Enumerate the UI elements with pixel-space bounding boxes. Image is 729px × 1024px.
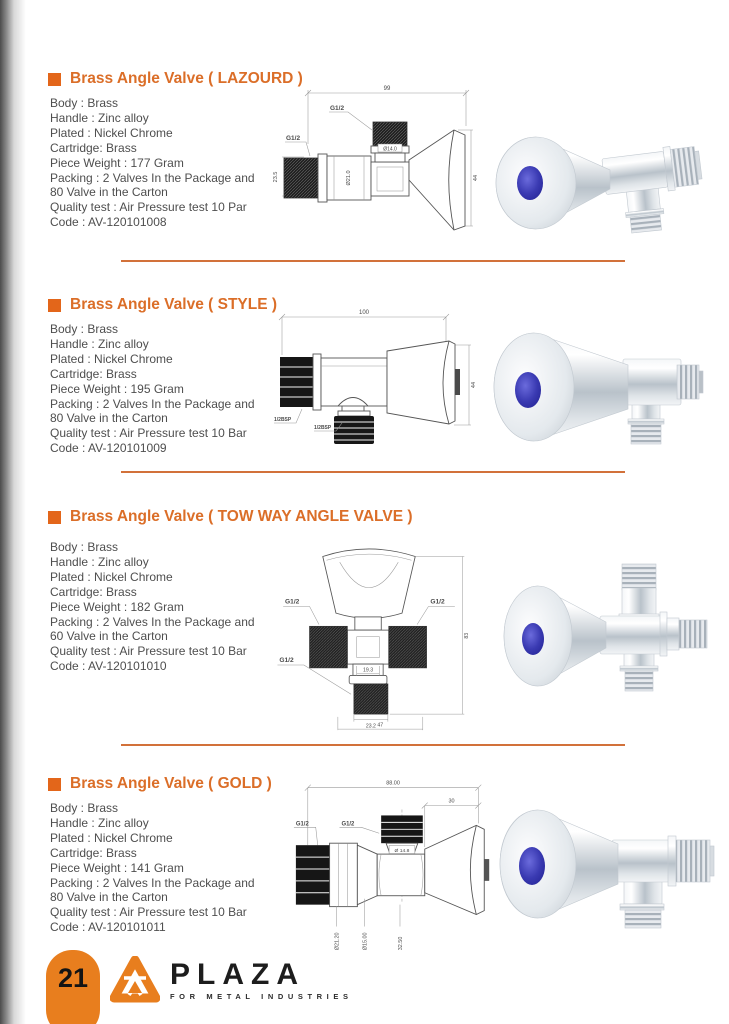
spec-line: Cartridge: Brass bbox=[50, 140, 137, 155]
svg-text:G1/2: G1/2 bbox=[279, 657, 294, 665]
spec-line: 80 Valve in the Carton bbox=[50, 890, 168, 905]
svg-text:G1/2: G1/2 bbox=[285, 598, 300, 606]
svg-text:23.2: 23.2 bbox=[365, 723, 376, 730]
spec-line: Piece Weight : 195 Gram bbox=[50, 381, 184, 396]
svg-text:44: 44 bbox=[473, 174, 479, 182]
page-number-badge bbox=[46, 950, 100, 1024]
spec-line: Cartridge: Brass bbox=[50, 845, 137, 860]
technical-drawing-lazourd bbox=[268, 80, 480, 233]
svg-text:88.00: 88.00 bbox=[386, 780, 400, 787]
spec-line: Handle : Zinc alloy bbox=[50, 554, 149, 569]
svg-text:Ø14.0: Ø14.0 bbox=[383, 146, 397, 153]
svg-text:G1/2: G1/2 bbox=[341, 821, 355, 828]
page-number: 21 bbox=[57, 963, 89, 993]
brand-tagline: FOR METAL INDUSTRIES bbox=[170, 991, 353, 1001]
spec-line: Code : AV-120101009 bbox=[50, 441, 167, 456]
spec-line: Quality test : Air Pressure test 10 Bar bbox=[50, 426, 247, 441]
section-divider bbox=[121, 471, 625, 473]
svg-text:G1/2: G1/2 bbox=[286, 135, 301, 142]
product-photo-lazourd bbox=[480, 88, 705, 234]
technical-drawing-gold bbox=[284, 775, 512, 955]
svg-text:19.3: 19.3 bbox=[363, 667, 374, 674]
spec-line: Packing : 2 Valves In the Package and bbox=[50, 396, 255, 411]
spec-line: Handle : Zinc alloy bbox=[50, 336, 149, 351]
svg-text:99: 99 bbox=[383, 86, 391, 92]
spec-list bbox=[50, 540, 255, 674]
spec-list bbox=[50, 801, 255, 935]
svg-text:44: 44 bbox=[471, 381, 477, 389]
svg-text:Ø 14.8: Ø 14.8 bbox=[394, 849, 410, 855]
spec-line: Quality test : Air Pressure test 10 Par bbox=[50, 200, 247, 215]
section-divider bbox=[121, 744, 625, 746]
spec-line: Handle : Zinc alloy bbox=[50, 815, 149, 830]
technical-drawing-tow-way bbox=[258, 532, 480, 732]
spec-line: Packing : 2 Valves In the Package and bbox=[50, 614, 255, 629]
product-section-style bbox=[0, 296, 729, 486]
product-photo-tow-way bbox=[494, 552, 712, 692]
product-heading-label: Brass Angle Valve ( LAZOURD ) bbox=[70, 70, 303, 87]
product-photo-style bbox=[480, 315, 705, 447]
spec-line: 60 Valve in the Carton bbox=[50, 629, 168, 644]
spec-line: Plated : Nickel Chrome bbox=[50, 125, 173, 140]
spec-line: Code : AV-120101008 bbox=[50, 215, 167, 230]
svg-text:23.5: 23.5 bbox=[273, 171, 279, 183]
svg-text:G1/2: G1/2 bbox=[430, 598, 445, 606]
svg-text:1/2BSP: 1/2BSP bbox=[314, 425, 332, 431]
spec-list bbox=[50, 322, 255, 456]
spec-line: Handle : Zinc alloy bbox=[50, 110, 149, 125]
svg-text:32.50: 32.50 bbox=[397, 936, 404, 951]
product-section-lazourd bbox=[0, 70, 729, 260]
product-heading-label: Brass Angle Valve ( STYLE ) bbox=[70, 296, 278, 313]
brand-text bbox=[170, 957, 353, 1001]
square-bullet-icon bbox=[48, 778, 61, 791]
spec-line: 80 Valve in the Carton bbox=[50, 411, 168, 426]
svg-text:100: 100 bbox=[358, 310, 370, 316]
spec-line: 80 Valve in the Carton bbox=[50, 185, 168, 200]
svg-text:30: 30 bbox=[448, 798, 455, 805]
spec-line: Code : AV-120101010 bbox=[50, 659, 167, 674]
spec-list bbox=[50, 96, 255, 230]
product-section-tow-way bbox=[0, 508, 729, 743]
square-bullet-icon bbox=[48, 299, 61, 312]
spec-line: Packing : 2 Valves In the Package and bbox=[50, 875, 255, 890]
spec-line: Plated : Nickel Chrome bbox=[50, 569, 173, 584]
spec-line: Body : Brass bbox=[50, 322, 119, 336]
spec-line: Body : Brass bbox=[50, 540, 119, 554]
spec-line: Body : Brass bbox=[50, 96, 119, 110]
spec-line: Cartridge: Brass bbox=[50, 584, 137, 599]
svg-text:G1/2: G1/2 bbox=[330, 105, 345, 112]
technical-drawing-style bbox=[268, 305, 480, 447]
spec-line: Piece Weight : 177 Gram bbox=[50, 155, 184, 170]
brand-name: PLAZA bbox=[170, 957, 305, 991]
product-heading-label: Brass Angle Valve ( GOLD ) bbox=[70, 775, 272, 792]
spec-line: Piece Weight : 182 Gram bbox=[50, 599, 184, 614]
section-divider bbox=[121, 260, 625, 262]
square-bullet-icon bbox=[48, 511, 61, 524]
product-heading bbox=[48, 775, 272, 793]
svg-text:Ø21.20: Ø21.20 bbox=[334, 932, 341, 951]
svg-text:47: 47 bbox=[377, 722, 384, 729]
product-heading-label: Brass Angle Valve ( TOW WAY ANGLE VALVE ) bbox=[70, 508, 413, 525]
square-bullet-icon bbox=[48, 73, 61, 86]
svg-text:Ø21.0: Ø21.0 bbox=[346, 170, 352, 186]
svg-text:G1/2: G1/2 bbox=[295, 821, 309, 828]
brand-logo bbox=[110, 956, 353, 1004]
svg-text:1/2BSP: 1/2BSP bbox=[274, 417, 292, 423]
product-section-gold bbox=[0, 775, 729, 960]
spec-line: Code : AV-120101011 bbox=[50, 920, 166, 935]
spec-line: Packing : 2 Valves In the Package and bbox=[50, 170, 255, 185]
svg-text:Ø15.00: Ø15.00 bbox=[362, 932, 369, 951]
product-heading bbox=[48, 70, 303, 88]
spec-line: Quality test : Air Pressure test 10 Bar bbox=[50, 905, 247, 920]
product-photo-gold bbox=[490, 788, 718, 930]
spec-line: Plated : Nickel Chrome bbox=[50, 830, 173, 845]
spec-line: Cartridge: Brass bbox=[50, 366, 137, 381]
triangle-logo-icon bbox=[110, 956, 160, 1004]
spec-line: Body : Brass bbox=[50, 801, 119, 815]
svg-text:83: 83 bbox=[464, 632, 471, 639]
product-heading bbox=[48, 296, 277, 314]
spec-line: Plated : Nickel Chrome bbox=[50, 351, 173, 366]
spec-line: Quality test : Air Pressure test 10 Bar bbox=[50, 644, 247, 659]
product-heading bbox=[48, 508, 413, 526]
spec-line: Piece Weight : 141 Gram bbox=[50, 860, 184, 875]
